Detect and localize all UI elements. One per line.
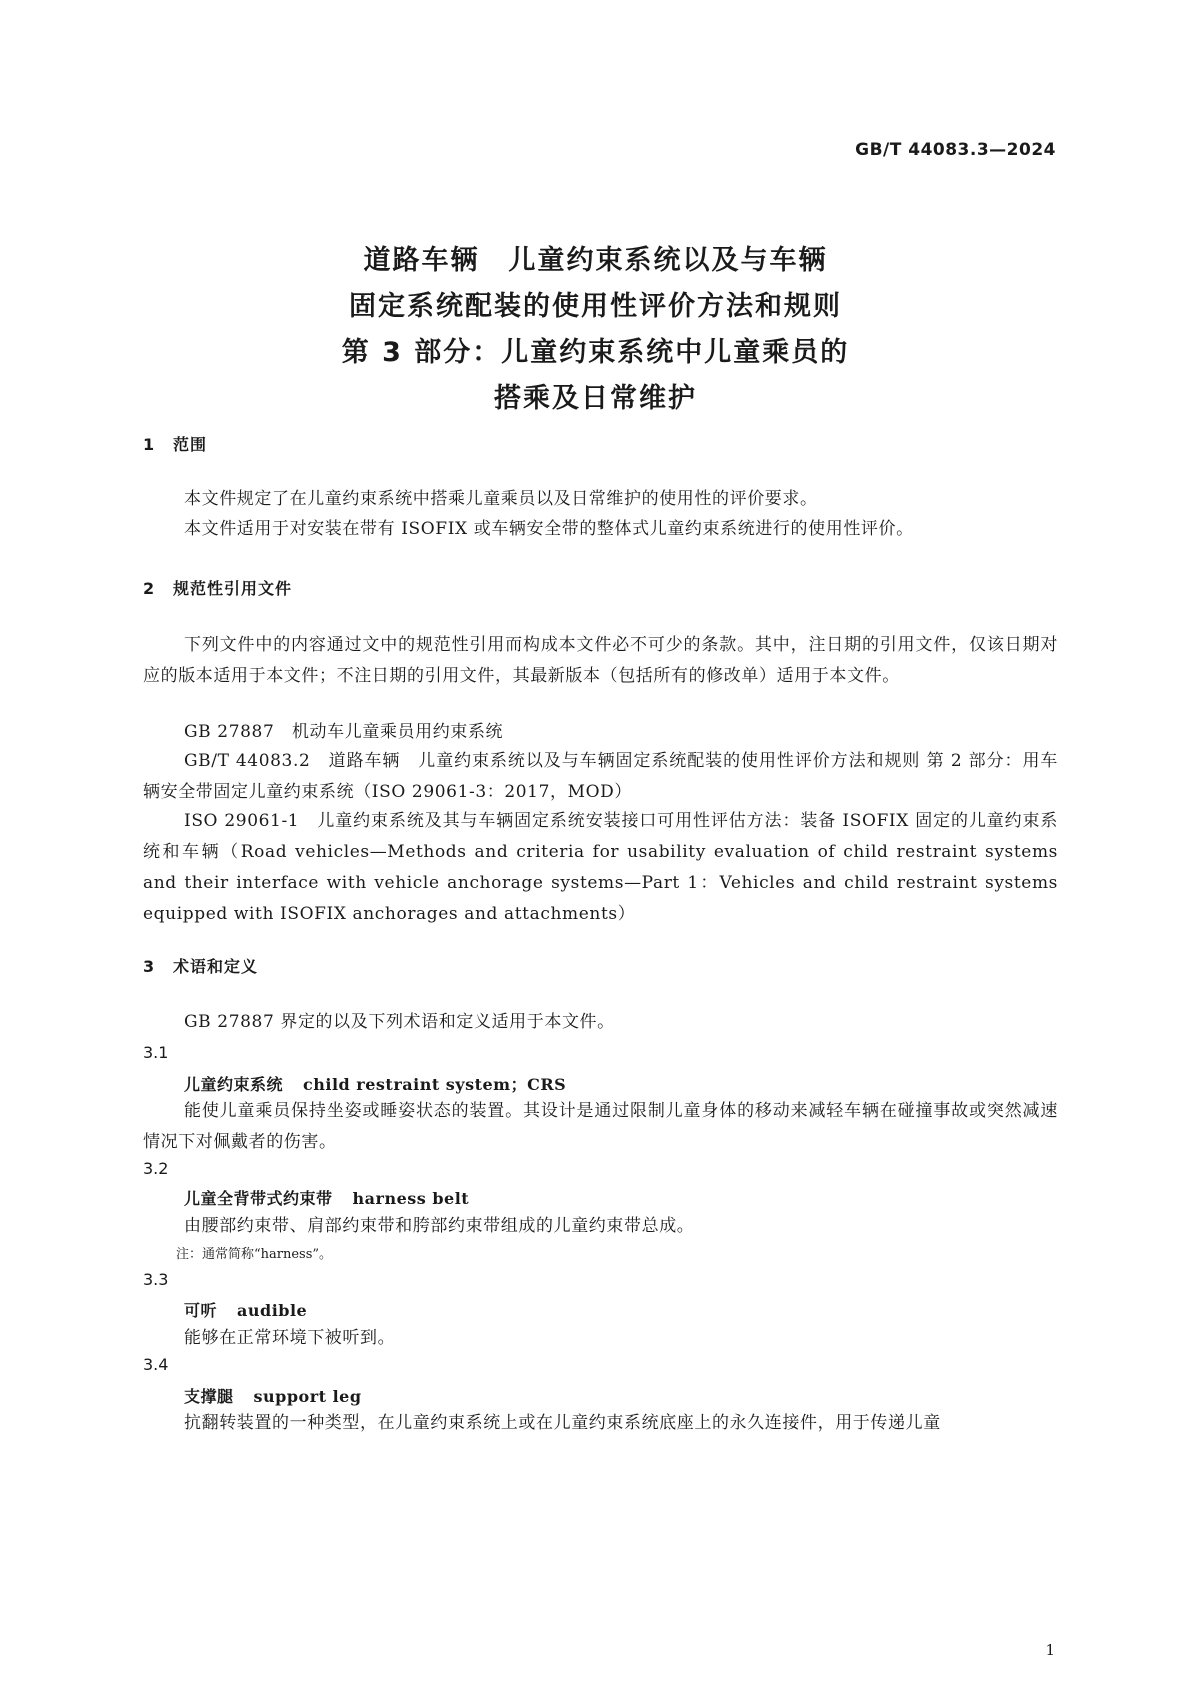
term-3-2-definition: 由腰部约束带、肩部约束带和胯部约束带组成的儿童约束带总成。 bbox=[184, 1216, 695, 1236]
term-3-4-heading bbox=[184, 1384, 362, 1407]
term-3-1-number: 3.1 bbox=[143, 1043, 169, 1062]
term-3-2-heading bbox=[184, 1186, 469, 1209]
page-number: 1 bbox=[1045, 1641, 1055, 1659]
term-3-1-zh: 儿童约束系统 bbox=[184, 1075, 284, 1094]
title-line-1: 道路车辆 儿童约束系统以及与车辆 bbox=[363, 245, 828, 276]
title-line-4: 搭乘及日常维护 bbox=[494, 383, 697, 414]
section-1-number: 1 bbox=[143, 435, 156, 454]
term-3-1-definition: 能使儿童乘员保持坐姿或睡姿状态的装置。其设计是通过限制儿童身体的移动来减轻车辆在碰撞事故或突然减速情况下对佩戴者的伤害。 bbox=[143, 1101, 1058, 1152]
title-line-2: 固定系统配装的使用性评价方法和规则 bbox=[349, 291, 842, 322]
section-2-title: 规范性引用文件 bbox=[173, 579, 293, 598]
section-1-title: 范围 bbox=[173, 435, 208, 454]
reference-iso-29061-1: ISO 29061-1 儿童约束系统及其与车辆固定系统安装接口可用性评估方法：装备 ISOFIX 固定的儿童约束系统和车辆（Road vehicles—Methods and criteria for usability evaluation of child restraint systems and their interface with vehicle anchorage systems—Part 1：Vehicles and child restraint systems equipped with ISOFIX anchorages and attachments） bbox=[143, 811, 1058, 924]
section-1-paragraph-2: 本文件适用于对安装在带有 ISOFIX 或车辆安全带的整体式儿童约束系统进行的使用性评价。 bbox=[184, 519, 914, 539]
section-3-title: 术语和定义 bbox=[173, 957, 259, 976]
term-3-3-number: 3.3 bbox=[143, 1270, 169, 1289]
section-3-number: 3 bbox=[143, 957, 156, 976]
term-3-1-heading bbox=[184, 1072, 566, 1095]
term-3-2-en: harness belt bbox=[352, 1189, 470, 1208]
term-3-4-zh: 支撑腿 bbox=[184, 1387, 234, 1406]
section-2-number: 2 bbox=[143, 579, 156, 598]
section-1-paragraph-1: 本文件规定了在儿童约束系统中搭乘儿童乘员以及日常维护的使用性的评价要求。 bbox=[184, 489, 818, 509]
title-line-3: 第 3 部分：儿童约束系统中儿童乘员的 bbox=[341, 337, 850, 368]
term-3-3-heading bbox=[184, 1298, 307, 1321]
section-3-heading bbox=[143, 954, 258, 977]
term-3-3-zh: 可听 bbox=[184, 1301, 218, 1320]
term-3-4-number: 3.4 bbox=[143, 1355, 169, 1374]
term-3-2-zh: 儿童全背带式约束带 bbox=[184, 1189, 333, 1208]
term-3-2-note: 注：通常简称“harness”。 bbox=[176, 1247, 333, 1262]
term-3-1-en: child restraint system；CRS bbox=[303, 1075, 567, 1094]
reference-gb-27887: GB 27887 机动车儿童乘员用约束系统 bbox=[184, 722, 504, 742]
term-3-3-en: audible bbox=[237, 1301, 308, 1320]
term-3-2-number: 3.2 bbox=[143, 1159, 169, 1178]
section-3-intro: GB 27887 界定的以及下列术语和定义适用于本文件。 bbox=[184, 1012, 615, 1032]
section-2-intro: 下列文件中的内容通过文中的规范性引用而构成本文件必不可少的条款。其中，注日期的引用文件，仅该日期对应的版本适用于本文件；不注日期的引用文件，其最新版本（包括所有的修改单）适用于本文件。 bbox=[143, 635, 1058, 686]
term-3-3-definition: 能够在正常环境下被听到。 bbox=[184, 1328, 396, 1348]
standard-code: GB/T 44083.3—2024 bbox=[855, 140, 1056, 160]
section-1-heading bbox=[143, 432, 207, 455]
section-2-heading bbox=[143, 576, 292, 599]
term-3-4-en: support leg bbox=[253, 1387, 362, 1406]
document-title bbox=[0, 238, 1191, 422]
term-3-4-definition: 抗翻转装置的一种类型，在儿童约束系统上或在儿童约束系统底座上的永久连接件，用于传递儿童 bbox=[184, 1413, 941, 1433]
reference-gb-t-44083-2: GB/T 44083.2 道路车辆 儿童约束系统以及与车辆固定系统配装的使用性评价方法和规则 第 2 部分：用车辆安全带固定儿童约束系统（ISO 29061-3：2017，MOD） bbox=[143, 751, 1058, 802]
